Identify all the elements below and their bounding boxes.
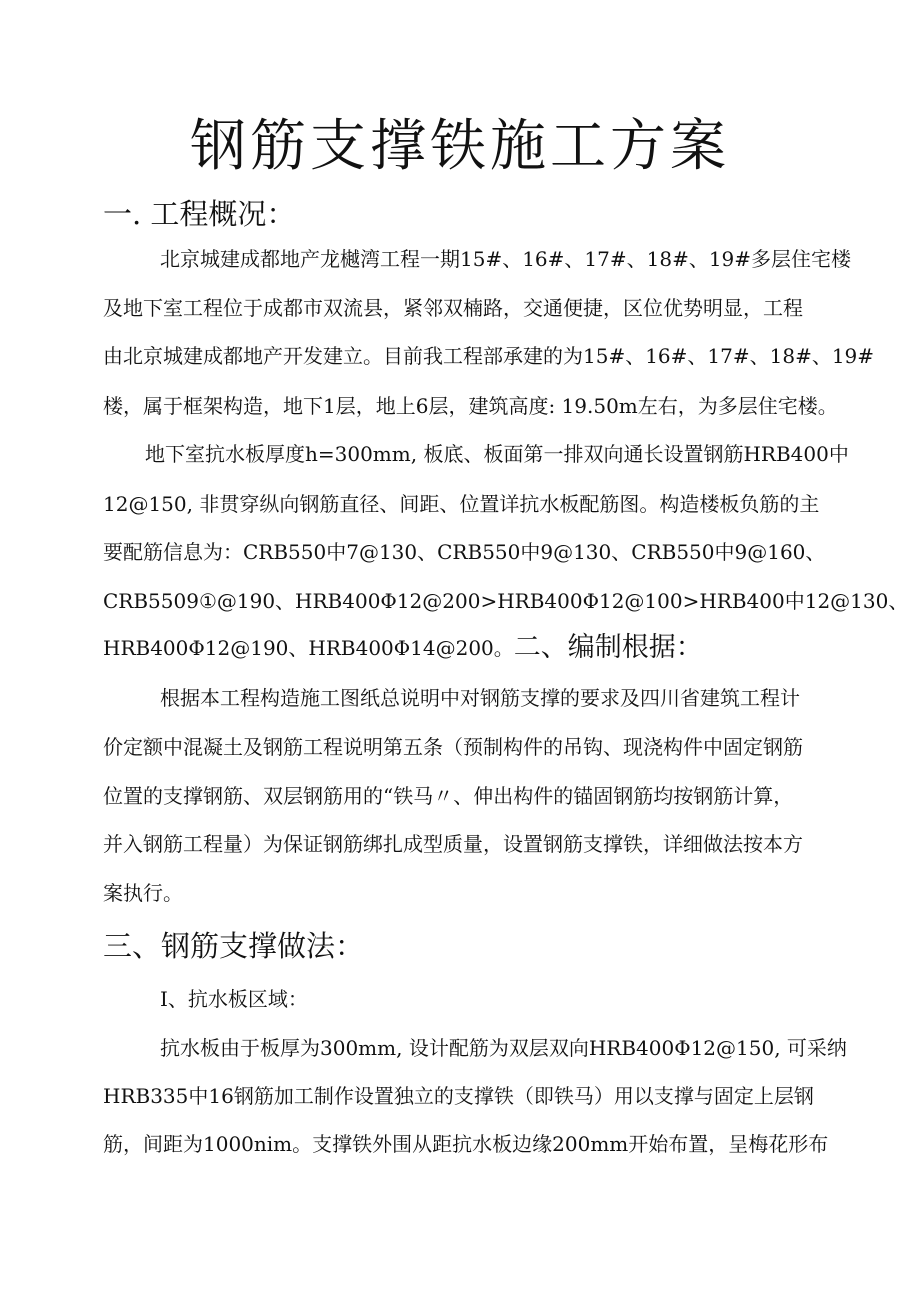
section-1-para-1-line-1: 北京城建成都地产龙樾湾工程一期15#、16#、17#、18#、19#多层住宅楼: [160, 247, 852, 271]
section-1-para-2-line-1: 地下室抗水板厚度h=300mm, 板底、板面第一排双向通长设置钢筋HRB400中: [145, 442, 849, 466]
section-3-para-1-line-1: 抗水板由于板厚为300mm, 设计配筋为双层双向HRB400Φ12@150, 可采纳: [160, 1036, 847, 1060]
section-3-subheading-1: I、抗水板区域：: [160, 987, 308, 1011]
section-1-heading: 一. 工程概况：: [103, 197, 296, 231]
section-2-para-1-line-1: 根据本工程构造施工图纸总说明中对钢筋支撑的要求及四川省建筑工程计: [160, 686, 800, 710]
section-2-heading: 二、编制根据：: [513, 632, 703, 663]
section-3-para-1-line-3: 筋，间距为1000nim。支撑铁外围从距抗水板边缘200mm开始布置，呈梅花形布: [103, 1132, 829, 1156]
section-3-heading: 三、钢筋支撑做法：: [103, 929, 365, 963]
section-1-para-1-line-4: 楼，属于框架构造，地下1层，地上6层，建筑高度: 19.50m左右，为多层住宅楼。: [103, 394, 838, 418]
section-1-para-1-line-3: 由北京城建成都地产开发建立。目前我工程部承建的为15#、16#、17#、18#、19#: [103, 344, 875, 368]
section-2-para-1-line-2: 价定额中混凝土及钢筋工程说明第五条（预制构件的吊钩、现浇构件中固定钢筋: [103, 735, 803, 759]
section-2-para-1-line-3: 位置的支撑钢筋、双层钢筋用的“铁马〃、伸出构件的锚固钢筋均按钢筋计算，: [103, 784, 794, 808]
section-1-para-2-line-3: 要配筋信息为：CRB550中7@130、CRB550中9@130、CRB550中9@160、: [103, 540, 826, 564]
section-3-para-1-line-2: HRB335中16钢筋加工制作设置独立的支撑铁（即铁马）用以支撑与固定上层钢: [103, 1084, 814, 1108]
section-2-para-1-line-4: 并入钢筋工程量）为保证钢筋绑扎成型质量，设置钢筋支撑铁，详细做法按本方: [103, 832, 803, 856]
section-1-para-2-line-4: CRB5509①@190、HRB400Φ12@200>HRB400Φ12@100>HRB400中12@130、: [103, 589, 909, 613]
section-1-para-2-line-5: [103, 634, 703, 662]
section-1-para-2-last-text: HRB400Φ12@190、HRB400Φ14@200。: [103, 636, 514, 660]
section-1-para-1-line-2: 及地下室工程位于成都市双流县，紧邻双楠路，交通便捷，区位优势明显，工程: [103, 296, 803, 320]
document-title: 钢筋支撑铁施工方案: [190, 114, 730, 179]
section-1-para-2-line-2: 12@150, 非贯穿纵向钢筋直径、间距、位置详抗水板配筋图。构造楼板负筋的主: [103, 492, 820, 516]
section-2-para-1-line-5: 案执行。: [103, 881, 183, 905]
